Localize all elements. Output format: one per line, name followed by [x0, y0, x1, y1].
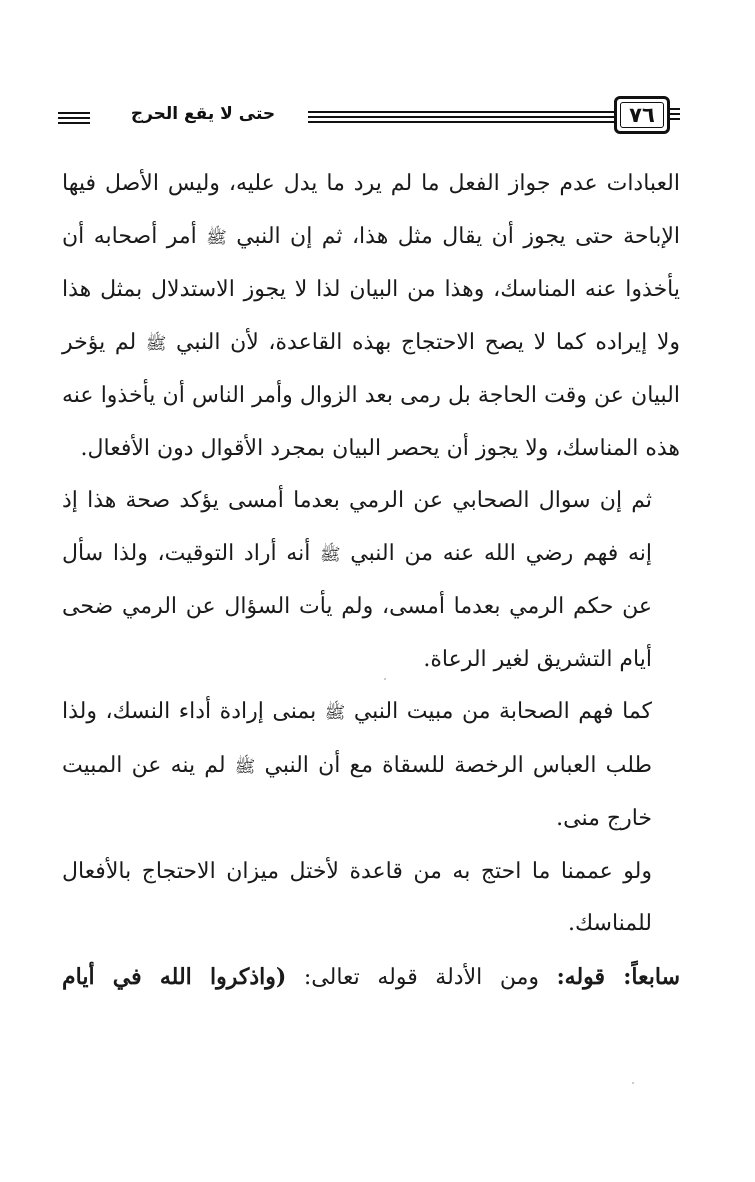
paragraph-4: [62, 846, 680, 951]
salawat-glyph: ﷺ: [324, 703, 346, 723]
header-ornament-right: [670, 108, 680, 122]
text-run: كما فهم الصحابة من مبيت النبي: [345, 699, 653, 724]
paragraph-1: [62, 158, 680, 475]
text-run: بمنى إرادة أداء النسك، ولذا طلب العباس الرخصة للسقاة مع أن النبي: [62, 699, 652, 778]
paragraph-5: [62, 951, 680, 1005]
header-ornament-left: [58, 112, 90, 124]
text-run: ثم إن سوال الصحابي عن الرمي بعدما أمسى يؤكد صحة هذا إذ إنه فهم رضي الله عنه من النبي: [62, 488, 652, 566]
salawat-glyph: ﷺ: [206, 227, 227, 248]
salawat-glyph: ﷺ: [234, 756, 256, 777]
text-run: لم يؤخر البيان عن وقت الحاجة بل رمى بعد الزوال وأمر الناس أن يأخذوا عنه هذه المناسك، ولا يجوز أن يحصر البيان بمجرد الأقوال دون الأفعال.: [62, 329, 680, 461]
section-heading: سابعاً: قوله:: [556, 963, 680, 990]
page-number: ٧٦: [614, 96, 670, 134]
text-run: ومن الأدلة قوله تعالى:: [286, 964, 557, 990]
salawat-glyph: ﷺ: [145, 333, 167, 354]
page-header: [58, 96, 678, 144]
scan-speck: [632, 1082, 634, 1084]
text-run: لم ينه عن المبيت خارج منى.: [62, 752, 652, 831]
text-run: ولو عممنا ما احتج به من قاعدة لأختل ميزان الاحتجاج بالأفعال للمناسك.: [62, 858, 652, 936]
text-run: العبادات عدم جواز الفعل ما لم يرد ما يدل عليه، وليس الأصل فيها الإباحة حتى يجوز أن يقال مثل هذا، ثم إن النبي: [62, 171, 680, 249]
text-run: أنه أراد التوقيت، ولذا سأل عن حكم الرمي بعدما أمسى، ولم يأت السؤال عن الرمي ضحى أيام التشريق لغير الرعاة.: [62, 540, 652, 672]
header-rule: [308, 111, 616, 125]
text-run: أمر أصحابه أن يأخذوا عنه المناسك، وهذا من البيان لذا لا يجوز الاستدلال بمثل هذا ولا إيراده كما لا يصح الاحتجاج بهذه القاعدة، لأن النبي: [62, 223, 681, 355]
scan-speck: [384, 678, 386, 680]
quran-quote: (واذكروا الله في أيام: [62, 963, 287, 990]
paragraph-2: [62, 475, 680, 686]
paragraph-3: [62, 686, 680, 846]
body-text: [62, 158, 680, 1004]
running-title: حتى لا يقع الحرج: [130, 104, 276, 124]
salawat-glyph: ﷺ: [320, 544, 341, 565]
